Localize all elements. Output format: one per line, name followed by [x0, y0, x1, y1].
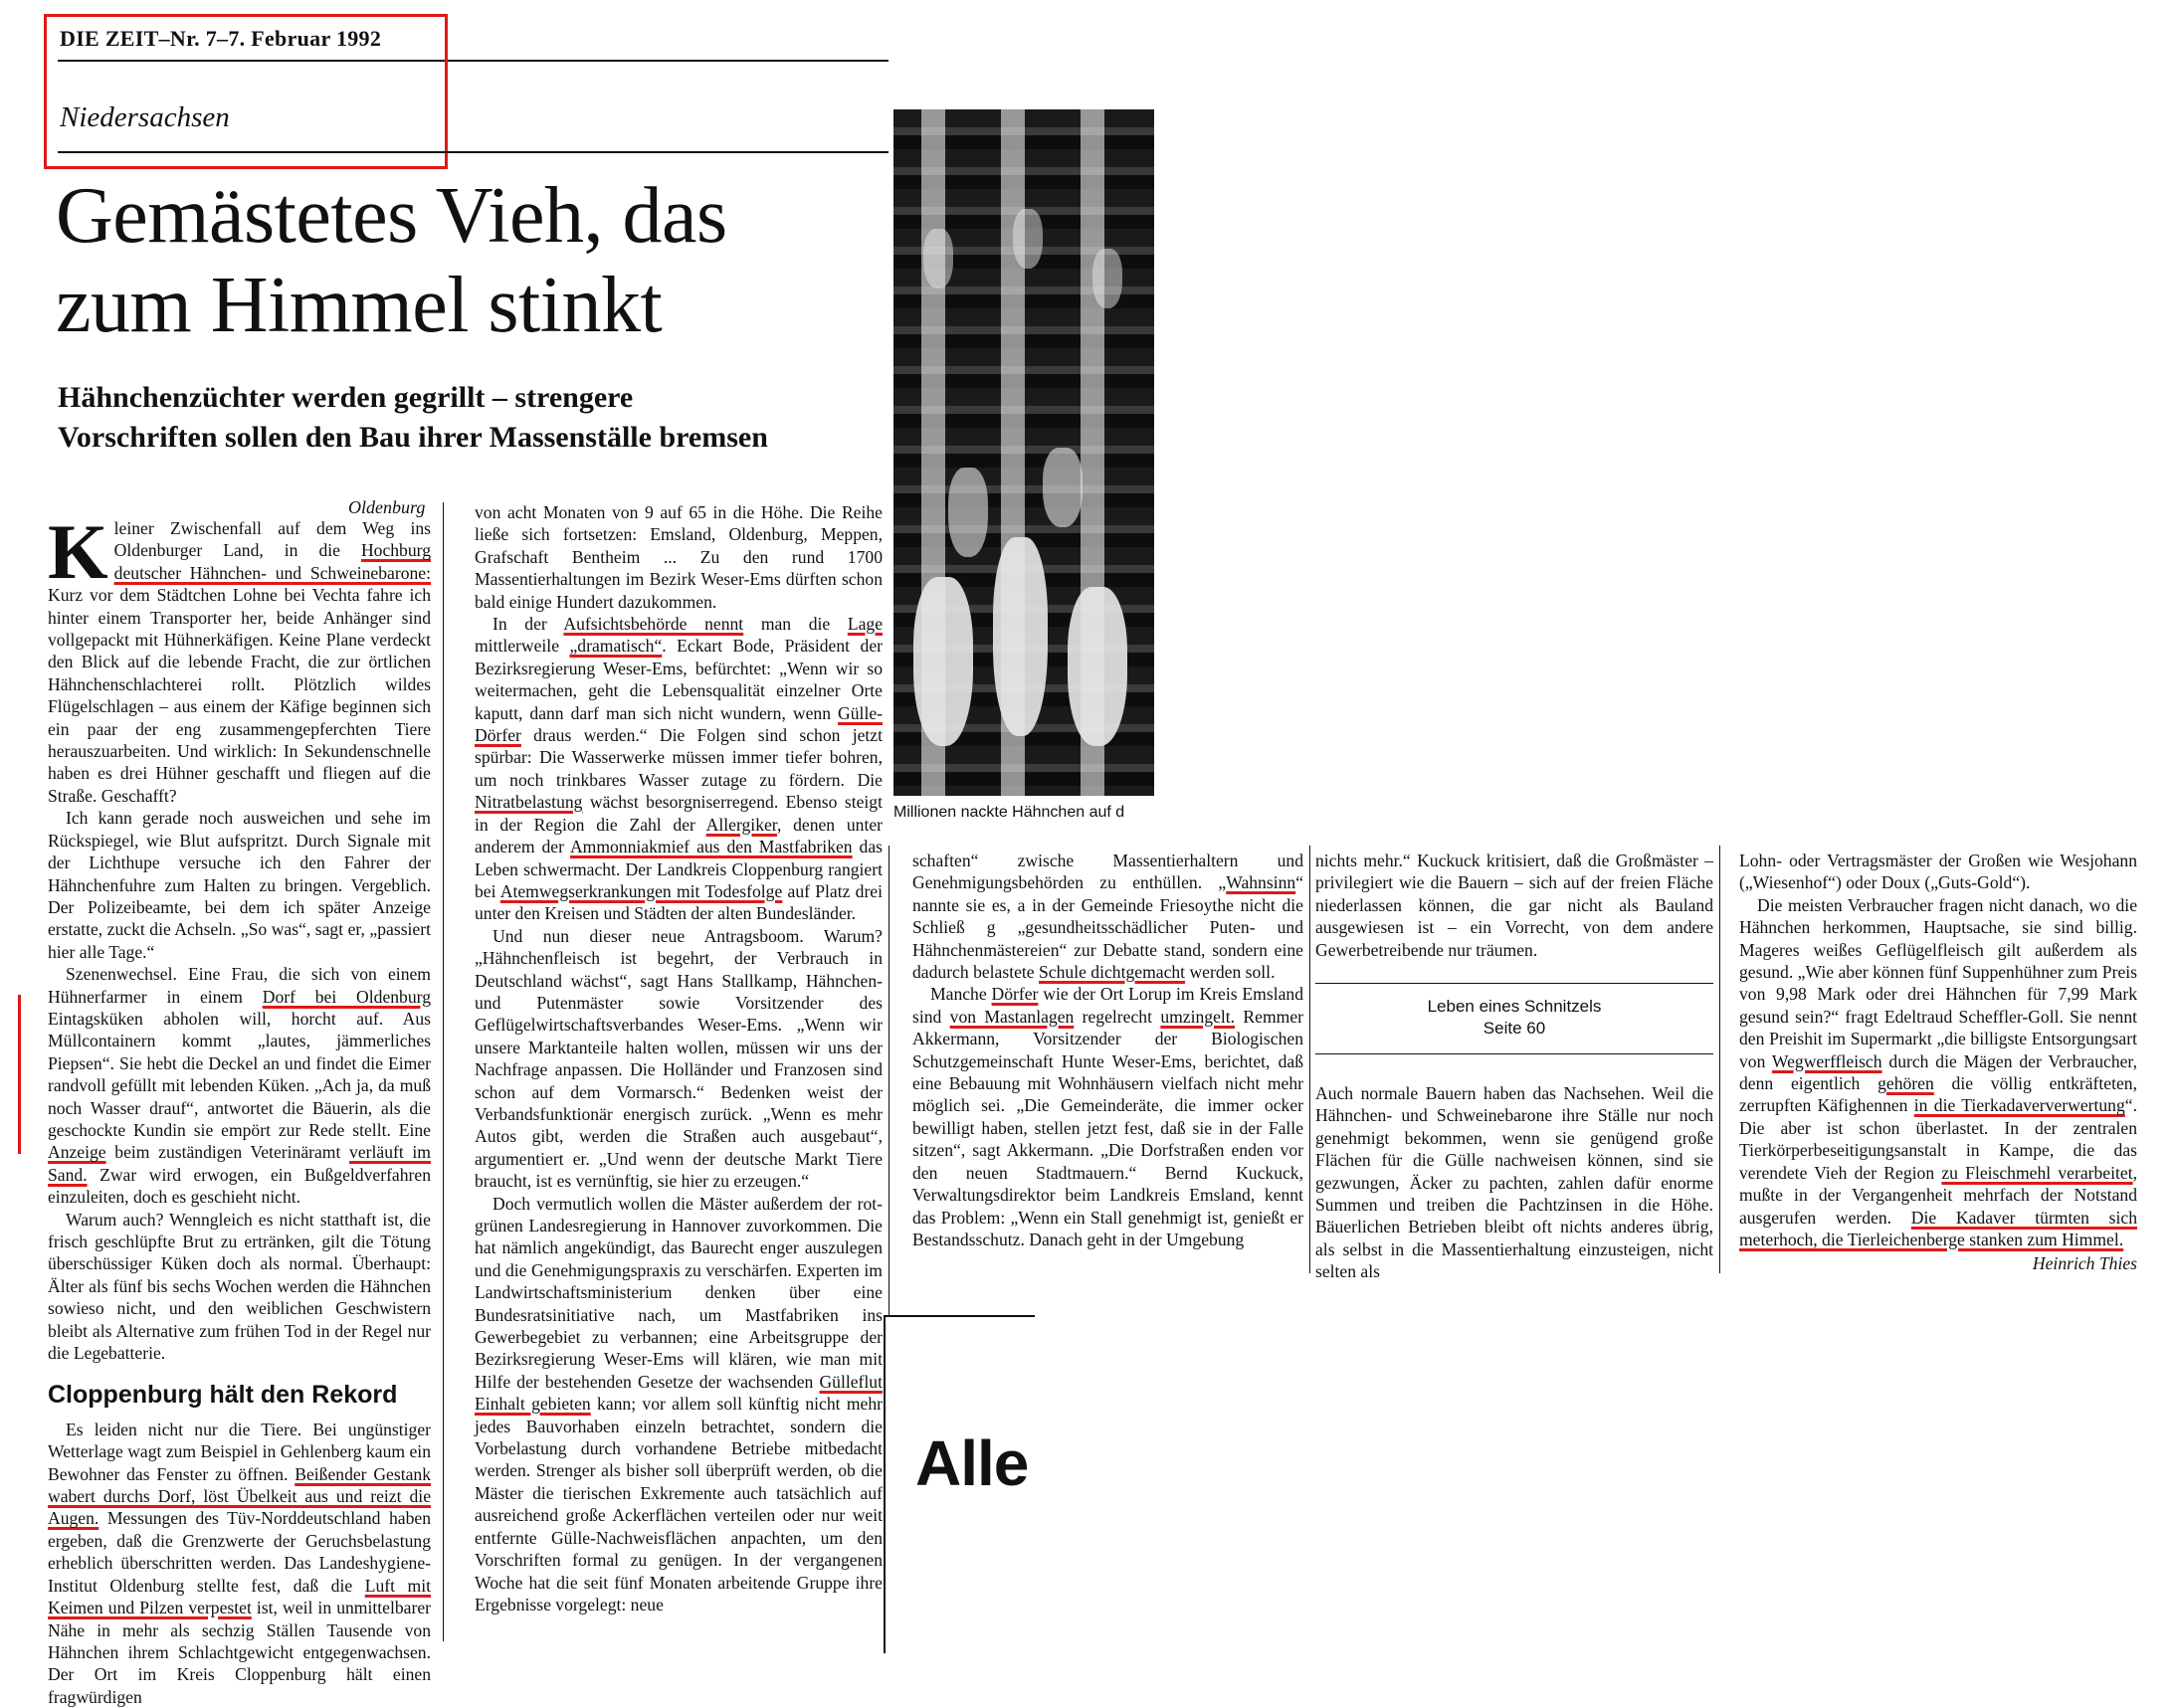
- underlined-text: „dramatisch“: [569, 636, 663, 657]
- text: . Eckart Bode, Präsident der Bezirksregierung Weser-Ems, befürchtet: „Wenn wir so weitermachen, geht die Lebensqualität einzelner Orte kaputt, dann darf man sich nicht wundern, wenn: [475, 636, 883, 723]
- text: Remmer Akkermann, Vorsitzender der Biologischen Schutzgemeinschaft Hunte Weser-Ems, berichtet, daß eine Bebauung mit Wohnhäusern vielfach nicht mehr möglich sei. „Die Gemeinderäte, die immer ocker bewilligt haben, stellen jetzt fest, daß sie in der Falle sitzen“, sagt Akkermann. „Die Dorfstraßen enden vor den neuen Stadtmauern.“ Bernd Kuckuck, Verwaltungsdirektor beim Landkreis Emsland, kennt das Problem: „Wenn ein Stall genehmigt ist, genießt er Bestandsschutz. Danach geht in der Umgebung: [912, 1006, 1303, 1249]
- underlined-text: Dörfer: [991, 984, 1039, 1005]
- text: regelrecht: [1074, 1006, 1161, 1027]
- subhead-cloppenburg: Cloppenburg hält den Rekord: [48, 1381, 398, 1410]
- text: mittlerweile: [475, 636, 570, 657]
- underlined-text: Schule dichtgemacht: [1039, 962, 1186, 983]
- headline: [56, 171, 727, 350]
- cross-reference-box: [1315, 983, 1713, 1054]
- text: Eintagsküken abholen will, horcht auf. Aus Müllcontainern kommt „lautes, jämmerliches Piepsen“. Sie hebt die Deckel an und findet die Eimer randvoll gefüllt mit lebenden Küken. „Ach ja, da muß noch Wasser drauf“, antwortet die Bäuerin, als die geschockte Kundin sie empört zur Rede stellt. Eine: [48, 1008, 431, 1140]
- text: Messungen des Tüv-Norddeutschland haben ergeben, daß die Grenzwerte der Geruchsbelastung erheblich überschritten werden. Das Landeshygiene-Institut Oldenburg stellte fest, daß die: [48, 1508, 431, 1596]
- masthead-title: DIE ZEIT: [60, 26, 159, 51]
- text: die völlig entkräfteten, zerrupften Käfighennen: [1739, 1073, 2137, 1116]
- text: Manche: [930, 984, 992, 1005]
- underlined-text: Atemwegserkrankungen mit Todesfolge: [499, 880, 783, 901]
- paragraph: von acht Monaten von 9 auf 65 in die Höhe. Die Reihe ließe sich fortsetzen: Emsland, Oldenburg, Meppen, Grafschaft Bentheim ... Zu den rund 1700 Massentierhaltungen im Bezirk Weser-Ems dürften schon bald einige Hundert dazukommen.: [475, 502, 883, 612]
- underlined-text: Wahnsinn: [1226, 872, 1296, 893]
- paragraph: [1739, 894, 2137, 1251]
- underlined-text: Gülleflut Einhalt gebieten: [475, 1371, 883, 1415]
- section-rule: [58, 151, 889, 153]
- paragraph: nichts mehr.“ Kuckuck kritisiert, daß die Großmäster – privilegiert wie die Bauern – sich auf der freien Fläche niederlassen können, die gar nicht als Bauland ausgewiesen ist – ein Vorrecht, von dem andere Gewerbetreibende nur träumen.: [1315, 851, 1713, 960]
- text: beim zuständigen Veterinäramt: [105, 1142, 350, 1163]
- text: wie der Ort Lorup im Kreis Emsland sind: [912, 984, 1303, 1027]
- column-4: [1315, 850, 1713, 1282]
- section-annotation-box: [44, 14, 448, 169]
- drop-cap: K: [48, 508, 108, 595]
- text: , mußte in der Vergangenheit mehrfach der Notstand ausgerufen werden.: [1739, 1162, 2137, 1228]
- column-rule: [1719, 846, 1720, 1273]
- author-byline: Heinrich Thies: [2032, 1253, 2137, 1274]
- text: kann; vor allem soll künftig nicht mehr jedes Bauvorhaben einzeln betrachtet, sondern die Vorbelastung durch vorhandene Betriebe mitbedacht werden. Strenger als bisher soll überprüft werden, ob die Mäster die tierischen Exkremente auch tatsächlich auf ausreichend große Ackerflächen verteilen oder nur weit entfernte Gülle-Nachweisflächen anpachten, um den Vorschriften formal zu genügen. In der vergangenen Woche hat die seit fünf Monaten arbeitende Gruppe ihre Ergebnisse vorgelegt: neue: [475, 1394, 884, 1614]
- underlined-text: Nitratbelastung: [475, 792, 583, 813]
- text: Zwar wird erwogen, ein Bußgeldverfahren einzuleiten, doch es geschieht nicht.: [48, 1164, 431, 1208]
- text: das Leben schwermacht. Der Landkreis Cloppenburg rangiert bei: [475, 837, 883, 901]
- underlined-text: Gülle-Dörfer: [475, 702, 883, 746]
- ad-text: Alle: [915, 1427, 1029, 1499]
- underlined-text: Dorf bei Oldenburg: [262, 986, 431, 1007]
- advertisement-box: [884, 1315, 1035, 1653]
- text: ist, weil in unmittelbarer Nähe in mehr als sechzig Ställen Tausende von Hähnchen ihrem Schlachtgewicht entgegenwachsen. Der Ort im Kreis Cloppenburg hält einen fragwürdigen: [48, 1598, 431, 1707]
- underlined-text: Hochburg deutscher Hähnchen- und Schweinebarone:: [113, 540, 431, 583]
- text: “. Die aber ist schon überlastet. In der zentralen Tierkörperbeseitigungsanstalt in Kampe, die das verendete Vieh der Region: [1739, 1095, 2137, 1183]
- underlined-text: Luft mit Keimen und Pilzen verpestet: [48, 1575, 431, 1618]
- paragraph: [912, 850, 1303, 983]
- paragraph: [912, 983, 1303, 1250]
- underlined-text: umzingelt.: [1160, 1006, 1236, 1027]
- paragraph: Auch normale Bauern haben das Nachsehen. Weil die Hähnchen- und Schweinebarone ihre Ställe nur noch genehmigt bekommen, wenn sie genügend große Flächen für die Gülle nachweisen können, sind sie gezwungen, Äcker zu pachten, zahlen dafür enorme Summen und treiben die Pachtzinsen in die Höhe. Bäuerlichen Betrieben bleibt oft nichts anderes übrig, als selbst in die Massentierhaltung einzusteigen, nicht selten als: [1315, 1083, 1713, 1282]
- photo-caption: Millionen nackte Hähnchen auf d: [893, 804, 1125, 821]
- column-2: [475, 501, 883, 1641]
- column-5: [1739, 850, 2137, 1307]
- text: auf Platz drei unter den Kreisen und Städten der alten Bundesländer.: [475, 880, 883, 924]
- paragraph: [475, 1193, 883, 1616]
- paragraph: Und nun dieser neue Antragsboom. Warum? „Hähnchenfleisch ist begehrt, der Verbrauch in Deutschland wächst“, sagt Hans Stallkamp, Hähnchen- und Putenmäster sowie Vorsitzender des Geflügelwirtschaftsverbandes Weser-Ems. „Wenn wir unsere Marktanteile halten wollen, müssen wir uns der Nachfrage anpassen. Die Holländer und Franzosen sind schon auf dem Vormarsch.“ Bedenken weist der Verbandsfunktionär energisch zurück. „Wenn es mehr Autos gibt, werden die Straßen auch ausgebaut“, argumentiert er. „Und wenn der deutsche Markt Tiere braucht, ist es vernünftig, sie hier zu erzeugen.“: [475, 925, 883, 1192]
- text: man die: [743, 614, 848, 635]
- subheadline: [58, 378, 768, 458]
- underlined-text: Allergiker: [705, 814, 777, 835]
- underlined-text: in die Tierkadaververwertung: [1913, 1095, 2125, 1116]
- paragraph: [48, 963, 431, 1208]
- underlined-text: gehören: [1878, 1073, 1934, 1094]
- column-1: [48, 508, 431, 1707]
- paragraph: Warum auch? Wenngleich es nicht statthaft ist, die frisch geschlüpfte Brut zu ertränken, gilt die Tötung überschüssiger Küken doch als normal. Überhaupt: Älter als fünf bis sechs Wochen werden die Hähnchen sowieso nicht, und den weiblichen Geschwistern bleibt als Alternative zum frühen Tod in der Regel nur die Legebatterie.: [48, 1209, 431, 1364]
- underlined-text: Wegwerffleisch: [1771, 1050, 1882, 1071]
- text: schaften“ zwische Massentierhaltern und Genehmigungsbehörden zu enthüllen. „: [912, 851, 1303, 893]
- underlined-text: von Mastanlagen: [949, 1006, 1075, 1027]
- cross-reference-title: Leben eines Schnitzels: [1427, 997, 1602, 1017]
- underlined-text: verläuft im Sand.: [48, 1142, 431, 1185]
- text: wächst besorgniserregend. Ebenso steigt in der Region die Zahl der: [475, 792, 883, 835]
- section-title: Niedersachsen: [60, 101, 230, 133]
- text: Die meisten Verbraucher fragen nicht danach, wo die Hähnchen herkommen, Hauptsache, sie sind billig. Mageres weißes Geflügelfleisch gilt außerdem als gesund. „Wie aber können fünf Suppenhühner zum Preis von 9,98 Mark oder drei Hähnchen für 7,99 Mark gesund sein?“ fragt Edeltraud Scheffler-Goll. Sie nennt den Preishit im Supermarkt „die billigste Entsorgungsart von: [1739, 894, 2137, 1071]
- text: , denen unter anderem der: [475, 814, 883, 857]
- text: Kurz vor dem Städtchen Lohne bei Vechta fahre ich hinter einem Transporter her, beide Anhänger sind vollgepackt mit Hühnerkäfigen. Keine Plane verdeckt den Blick auf die lebende Fracht, die zur örtlichen Hähnchenschlachterei rollt. Plötzlich wildes Flügelschlagen – aus einem der Käfige beginnen sich ein paar der eng zusammengepferchten Tiere herauszuarbeiten. Und wirklich: In Sekundenschnelle haben es drei Hühner geschafft und fliegen auf die Straße. Geschafft?: [48, 585, 431, 806]
- headline-line-2: zum Himmel stinkt: [56, 262, 663, 349]
- paragraph: [475, 613, 883, 925]
- subheadline-line-1: Hähnchenzüchter werden gegrillt – strengere: [58, 381, 634, 414]
- text: draus werden.“ Die Folgen sind schon jetzt spürbar: Die Wasserwerke müssen immer tiefer bohren, um noch trinkbares Wasser zutage zu fördern. Die: [475, 725, 883, 790]
- cross-reference-page: Seite 60: [1482, 1019, 1546, 1039]
- text: werden soll.: [1185, 962, 1276, 983]
- underlined-text: Anzeige: [48, 1142, 106, 1163]
- margin-annotation-line: [18, 995, 21, 1154]
- underlined-text: zu Fleischmehl verarbeitet: [1941, 1162, 2133, 1183]
- text: Es leiden nicht nur die Tiere. Bei ungünstiger Wetterlage wagt zum Beispiel in Gehlenberg kaum ein Bewohner das Fenster zu öffnen.: [48, 1419, 431, 1484]
- photo-hanging-chickens: [893, 109, 1154, 796]
- text: “ nannte sie es, a in der Gemeinde Friesoythe nicht die Schließ g „gesundheitsschädlicher Puten- und Hähnchenmästereien“ zur Debatte stand, sondern eine dadurch belastete: [912, 872, 1303, 983]
- underlined-text: Ammonniakmief aus den Mastfabriken: [569, 837, 853, 857]
- text: Szenenwechsel. Eine Frau, die sich von einem Hühnerfarmer in einem: [48, 964, 431, 1007]
- column-3: [912, 850, 1303, 1267]
- subheadline-line-2: Vorschriften sollen den Bau ihrer Massenställe bremsen: [58, 421, 768, 454]
- text: In der: [493, 614, 564, 635]
- paragraph: [48, 508, 431, 807]
- dateline: Oldenburg: [348, 497, 426, 517]
- text: Doch vermutlich wollen die Mäster außerdem der rot-grünen Landesregierung in Hannover zuvorkommen. Die hat nämlich angekündigt, das Baurecht enger auszulegen und die Genehmigungspraxis zu verschärfen. Experten im Landwirtschaftsministerium denken über eine Bundesratsinitiative nach, um Mastfabriken ins Gewerbegebiet zu verbannen; eine Arbeitsgruppe der Bezirksregierung Weser-Ems will klären, wie man mit Hilfe der bestehenden Gesetze der wachsenden: [475, 1193, 883, 1392]
- underlined-text: Lage: [847, 614, 884, 635]
- underlined-text: Die Kadaver türmten sich meterhoch, die Tierleichenberge stanken zum Himmel.: [1739, 1207, 2137, 1249]
- headline-line-1: Gemästetes Vieh, das: [56, 172, 727, 260]
- masthead-issue: –Nr. 7–7. Februar 1992: [158, 26, 382, 51]
- column-rule: [1309, 846, 1310, 1273]
- paragraph: Ich kann gerade noch ausweichen und sehe im Rückspiegel, wie Blut aufspritzt. Durch Signale mit der Lichthupe versuche ich den Fahrer der Hähnchenfuhre zum Halten zu bringen. Vergeblich. Der Polizeibeamte, bei dem ich später Anzeige erstatte, zuckt die Achseln. „So was“, sagt er, „passiert hier alle Tage.“: [48, 808, 431, 962]
- column-rule: [443, 502, 444, 1641]
- paragraph: [48, 1419, 431, 1708]
- text: durch die Mägen der Verbraucher, denn eigentlich: [1739, 1050, 2137, 1094]
- underlined-text: Aufsichtsbehörde nennt: [563, 614, 744, 635]
- paragraph: Lohn- oder Vertragsmäster der Großen wie Wesjohann („Wiesenhof“) oder Doux („Guts-Gold“).: [1739, 851, 2137, 893]
- text: leiner Zwischenfall auf dem Weg ins Oldenburger Land, in die: [113, 518, 431, 561]
- underlined-text: Beißender Gestank wabert durchs Dorf, löst Übelkeit aus und reizt die Augen.: [48, 1463, 431, 1529]
